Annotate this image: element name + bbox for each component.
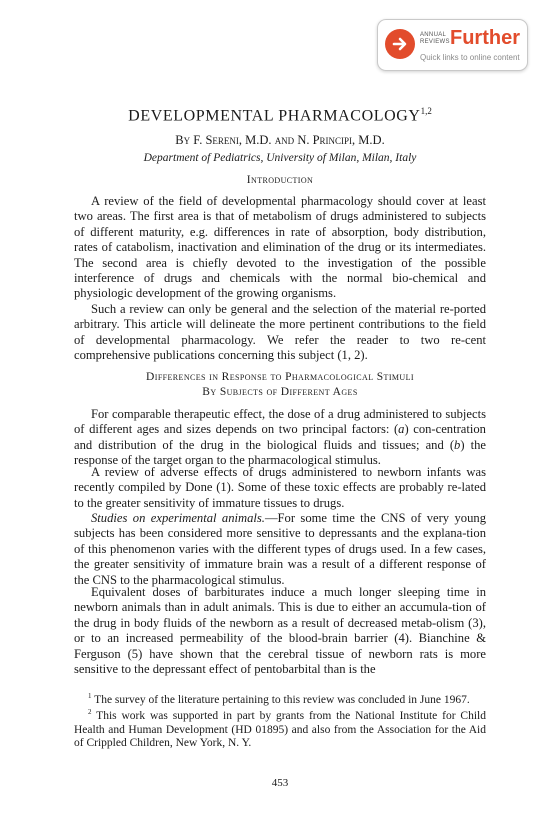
quick-links-label: Quick links to online content [420,53,520,62]
title-footnote-marks: 1,2 [420,106,432,116]
section-heading-introduction: Introduction [246,174,314,186]
arrow-icon [385,29,415,59]
page-number: 453 [271,777,289,789]
article-title: DEVELOPMENTAL PHARMACOLOGY$^{1,2}$ [128,106,432,125]
further-badge-link[interactable] [377,19,528,71]
paragraph: Studies on experimental animals.—For some time the CNS of very young subjects has been considered more sensitive to depressants and the explana-tion of this phenomenon varies with the different types of drugs used. In a few cases, the greater sensitivity of immature brain was a result of a different response of the CNS to the pharmacological stimulus. [74,511,486,587]
author-name: N. Principi [297,133,353,147]
paragraph: For comparable therapeutic effect, the dose of a drug administered to subjects of different ages and sizes depends on two principal factors: (a) con-centration and distribution of the drug in the biological fluids and tissues; and (b) the response of the target organ to the pharmacological stimulus. [74,407,486,468]
paragraph: A review of the field of developmental pharmacology should cover at least two areas. The first area is that of metabolism of drugs administered to subjects of different maturity, e.g. differences in rate of absorption, body distribution, rates of catabolism, inactivation and elimination of the drug or its intermediates. The second area is chiefly devoted to the investigation of the possible interference of drugs and chemicals with the normal bio-chemical and physiologic development of the growing organisms. [74,194,486,301]
affiliation: Department of Pediatrics, University of Milan, Milan, Italy [143,152,417,164]
section-heading-differences: Differences in Response to Pharmacological Stimuli [146,371,414,383]
subsection-heading: Studies on experimental animals. [91,511,265,525]
paragraph: A review of adverse effects of drugs administered to newborn infants was recently compiled by Done (1). Some of these toxic effects are probably re-lated to the greater sensitivity of immature tissues to drugs. [74,465,486,510]
footnote: $^2$ This work was supported in part by grants from the National Institute for Child Health and Human Development (HD 01895) and also from the Association for the Aid of Crippled Children, New York, N. Y. [74,708,486,750]
further-label: Further [450,27,520,49]
section-heading-differences-line2: By Subjects of Different Ages [202,386,358,398]
paragraph: Equivalent doses of barbiturates induce a much longer sleeping time in newborn animals than in adult animals. This is due to either an accumula-tion of the drug in body fluids of the newborn as a result of decreased metab-olism (3), or to an increased permeability of the blood-brain barrier (4). Bianchine & Ferguson (5) have shown that the cerebral tissue of newborn rats is more sensitive to the depressant effect of pentobarbital than is the [74,585,486,677]
author-line: By F. Sereni, M.D. and N. Principi, M.D. [175,133,385,147]
author-name: F. Sereni [193,133,239,147]
footnote: $^1$ The survey of the literature pertaining to this review was concluded in June 1967. [88,692,470,706]
annual-reviews-label: ANNUAL REVIEWS [420,32,450,45]
paragraph: Such a review can only be general and the selection of the material re-ported arbitrary. This article will delineate the more pertinent contributions to the field of developmental pharmacology. We refer the reader to two re-cent comprehensive publications concerning this subject (1, 2). [74,302,486,363]
